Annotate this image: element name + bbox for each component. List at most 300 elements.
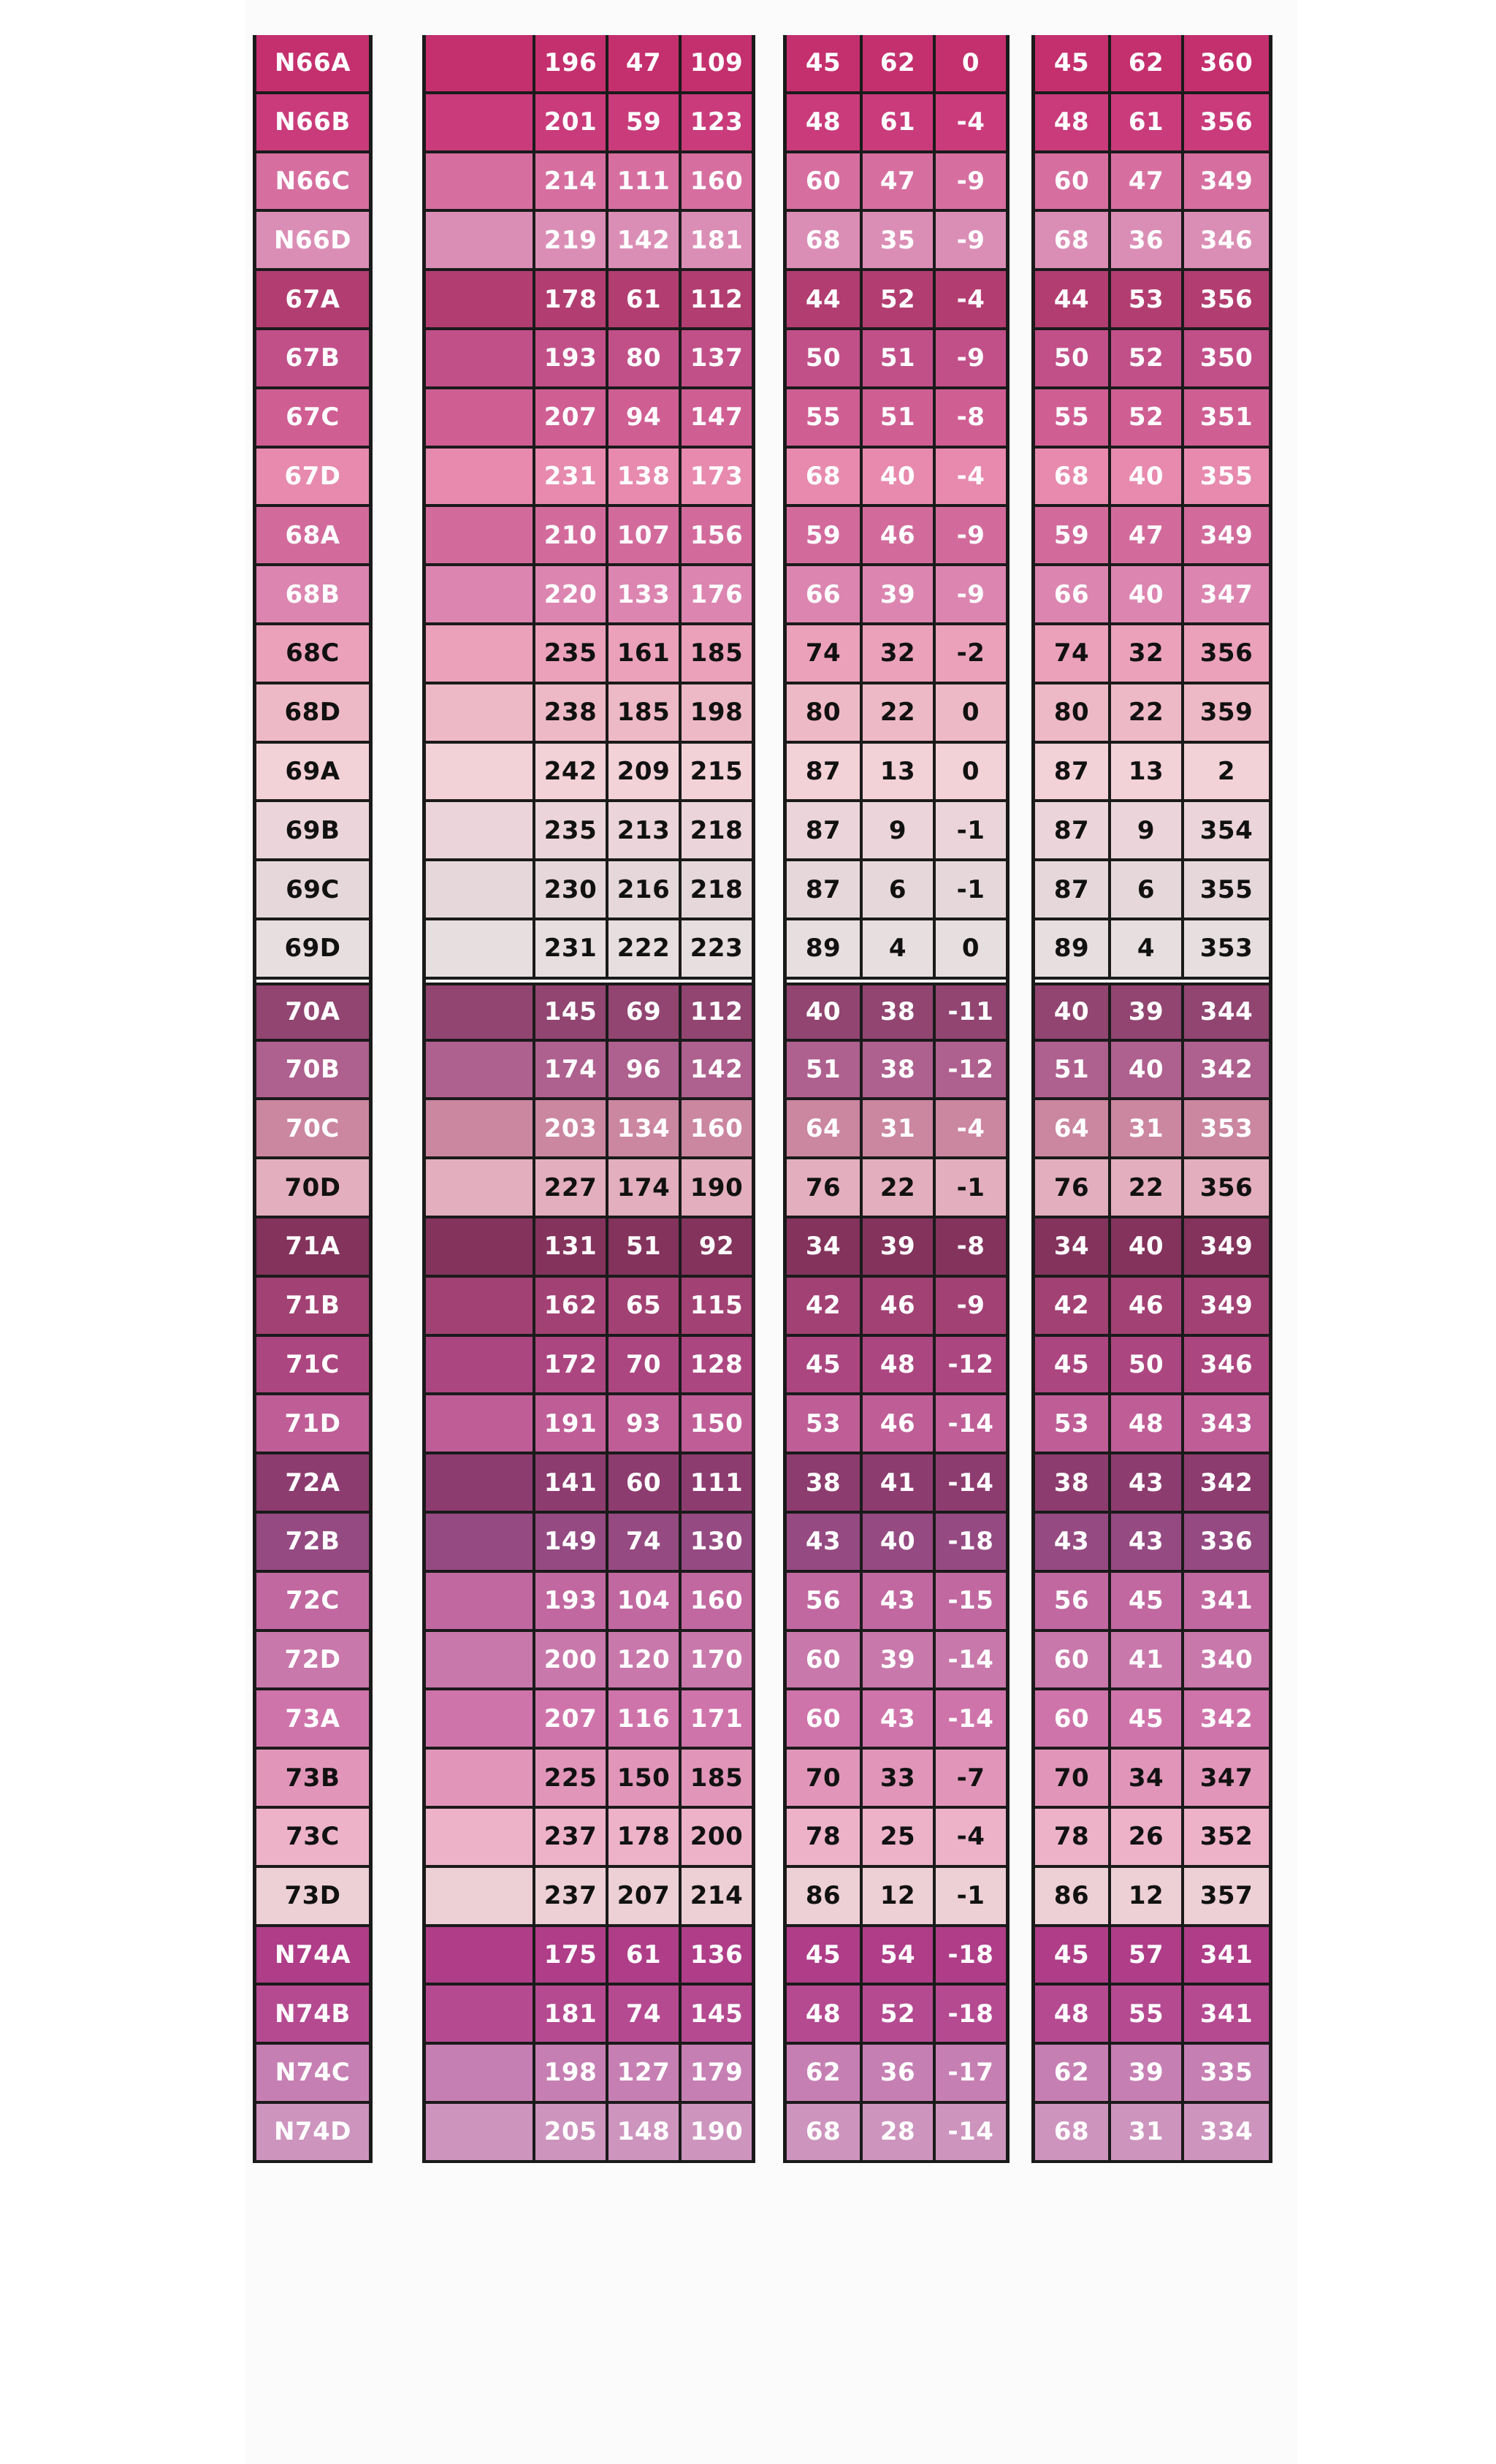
lch-l-value: 56	[1053, 1586, 1090, 1616]
rgb-blue-value: 112	[679, 985, 752, 1039]
lch-c-value: 41	[1108, 1632, 1181, 1688]
table-row	[787, 1454, 1006, 1514]
table-row	[256, 35, 369, 94]
table-row	[1035, 1809, 1269, 1868]
rgb-red-value: 141	[533, 1454, 606, 1511]
rgb-blue-value: 160	[679, 1573, 752, 1629]
color-code: 67D	[284, 461, 341, 491]
rgb-green-value: 107	[606, 507, 679, 563]
lab-a-value: 46	[860, 1395, 933, 1452]
lab-b-value: -14	[933, 1395, 1006, 1452]
lab-a-value: 39	[860, 1632, 933, 1688]
lab-a-value: 54	[860, 1927, 933, 1983]
table-row	[1035, 507, 1269, 566]
lab-b-value: -9	[933, 566, 1006, 622]
rgb-red-value: 205	[533, 2104, 606, 2160]
lch-l-value: 44	[1053, 284, 1090, 314]
lab-b-value: -4	[933, 449, 1006, 505]
rgb-red-value: 162	[533, 1278, 606, 1334]
lch-h-value: 346	[1181, 212, 1269, 268]
color-swatch	[426, 35, 533, 91]
lab-a-value: 43	[860, 1573, 933, 1629]
table-row	[787, 1514, 1006, 1573]
lch-h-value: 341	[1181, 1573, 1269, 1629]
table-row	[1035, 1986, 1269, 2045]
lch-l-value: 62	[1053, 2058, 1090, 2088]
color-code: N74A	[274, 1939, 351, 1969]
table-row	[1035, 1690, 1269, 1750]
rgb-red-value: 201	[533, 94, 606, 150]
lch-l-value: 34	[1053, 1232, 1090, 1262]
lch-h-value: 346	[1181, 1337, 1269, 1393]
color-swatch	[426, 1159, 533, 1216]
table-row	[426, 330, 752, 389]
lch-l-value: 45	[1053, 1349, 1090, 1379]
table-row	[1035, 625, 1269, 684]
rgb-red-value: 220	[533, 566, 606, 622]
table-row	[256, 920, 369, 980]
table-row	[426, 920, 752, 980]
lch-l-value: 68	[1053, 225, 1090, 255]
rgb-blue-value: 215	[679, 744, 752, 800]
table-row	[1035, 1337, 1269, 1396]
color-code: 71A	[285, 1232, 340, 1262]
lch-h-value: 355	[1181, 449, 1269, 505]
lch-c-value: 31	[1108, 1100, 1181, 1156]
lch-l-value: 86	[1053, 1881, 1090, 1911]
lch-h-value: 349	[1181, 153, 1269, 210]
table-row	[426, 983, 752, 1042]
lch-l-value: 50	[1053, 343, 1090, 373]
lab-a-value: 6	[860, 861, 933, 918]
lch-l-value: 53	[1053, 1408, 1090, 1438]
table-row	[426, 1986, 752, 2045]
lab-b-value: -2	[933, 625, 1006, 682]
color-code: 71C	[286, 1349, 340, 1379]
rgb-green-value: 59	[606, 94, 679, 150]
lab-b-value: -9	[933, 1278, 1006, 1334]
lab-b-value: -1	[933, 1159, 1006, 1216]
rgb-green-value: 222	[606, 920, 679, 977]
rgb-blue-value: 109	[679, 35, 752, 91]
lch-c-value: 45	[1108, 1690, 1181, 1747]
table-row	[1035, 1159, 1269, 1218]
color-swatch	[426, 1395, 533, 1452]
table-row	[1035, 684, 1269, 744]
rgb-green-value: 185	[606, 684, 679, 741]
rgb-red-value: 237	[533, 1868, 606, 1924]
rgb-blue-value: 156	[679, 507, 752, 563]
color-code: 72B	[285, 1527, 340, 1557]
color-code: N66D	[274, 225, 351, 255]
rgb-green-value: 213	[606, 802, 679, 858]
lab-l-value: 45	[805, 1939, 842, 1969]
rgb-red-value: 231	[533, 449, 606, 505]
color-swatch	[426, 1514, 533, 1570]
rgb-blue-value: 185	[679, 1750, 752, 1806]
lch-h-value: 356	[1181, 625, 1269, 682]
lch-h-value: 350	[1181, 330, 1269, 386]
rgb-green-value: 142	[606, 212, 679, 268]
lab-a-value: 52	[860, 1986, 933, 2042]
rgb-blue-value: 145	[679, 1986, 752, 2042]
color-swatch	[426, 1454, 533, 1511]
lch-l-value: 48	[1053, 107, 1090, 137]
rgb-red-value: 237	[533, 1809, 606, 1865]
lch-h-value: 349	[1181, 1278, 1269, 1334]
lch-column-group	[1031, 35, 1272, 2163]
table-row	[1035, 1218, 1269, 1278]
rgb-green-value: 74	[606, 1986, 679, 2042]
lch-c-value: 50	[1108, 1337, 1181, 1393]
color-code: N74D	[274, 2117, 351, 2147]
lab-l-value: 55	[805, 403, 842, 432]
table-row	[256, 212, 369, 271]
table-row	[426, 94, 752, 153]
lab-a-value: 47	[860, 153, 933, 210]
lab-l-value: 44	[805, 284, 842, 314]
lch-h-value: 336	[1181, 1514, 1269, 1570]
rgb-red-value: 235	[533, 625, 606, 682]
rgb-red-value: 196	[533, 35, 606, 91]
table-row	[256, 1100, 369, 1159]
lab-a-value: 62	[860, 35, 933, 91]
lab-b-value: -4	[933, 271, 1006, 327]
color-swatch	[426, 744, 533, 800]
lch-c-value: 40	[1108, 1042, 1181, 1098]
lab-b-value: -17	[933, 2045, 1006, 2101]
table-row	[256, 1573, 369, 1632]
table-row	[256, 330, 369, 389]
table-row	[256, 1809, 369, 1868]
lab-l-value: 62	[805, 2058, 842, 2088]
lch-h-value: 335	[1181, 2045, 1269, 2101]
rgb-green-value: 93	[606, 1395, 679, 1452]
code-column	[253, 35, 373, 2163]
rgb-green-value: 161	[606, 625, 679, 682]
table-row	[256, 802, 369, 861]
table-row	[787, 2045, 1006, 2104]
lab-a-value: 40	[860, 1514, 933, 1570]
lch-c-value: 55	[1108, 1986, 1181, 2042]
lab-b-value: -12	[933, 1337, 1006, 1393]
lch-c-value: 12	[1108, 1868, 1181, 1924]
lch-c-value: 61	[1108, 94, 1181, 150]
rgb-red-value: 242	[533, 744, 606, 800]
rgb-blue-value: 160	[679, 153, 752, 210]
lab-a-value: 25	[860, 1809, 933, 1865]
color-code: 70D	[284, 1172, 341, 1202]
lch-h-value: 2	[1181, 744, 1269, 800]
lab-b-value: -9	[933, 153, 1006, 210]
lab-b-value: -18	[933, 1927, 1006, 1983]
color-swatch	[426, 625, 533, 682]
rgb-red-value: 193	[533, 1573, 606, 1629]
lab-l-value: 53	[805, 1408, 842, 1438]
rgb-green-value: 65	[606, 1278, 679, 1334]
table-row	[1035, 1454, 1269, 1514]
rgb-green-value: 134	[606, 1100, 679, 1156]
table-row	[787, 153, 1006, 213]
table-row	[1035, 1042, 1269, 1101]
table-row	[1035, 920, 1269, 980]
lab-l-value: 60	[805, 1644, 842, 1674]
lch-l-value: 55	[1053, 403, 1090, 432]
lch-c-value: 43	[1108, 1514, 1181, 1570]
lab-a-value: 35	[860, 212, 933, 268]
table-row	[787, 1042, 1006, 1101]
lab-b-value: -4	[933, 1809, 1006, 1865]
lab-a-value: 48	[860, 1337, 933, 1393]
table-row	[787, 1690, 1006, 1750]
table-row	[426, 861, 752, 920]
lab-a-value: 36	[860, 2045, 933, 2101]
lab-l-value: 64	[805, 1113, 842, 1143]
lch-l-value: 87	[1053, 815, 1090, 845]
lch-h-value: 359	[1181, 684, 1269, 741]
lch-c-value: 36	[1108, 212, 1181, 268]
color-swatch	[426, 861, 533, 918]
color-code: 67B	[285, 343, 340, 373]
rgb-red-value: 149	[533, 1514, 606, 1570]
lab-b-value: -11	[933, 985, 1006, 1039]
table-row	[426, 389, 752, 449]
lch-c-value: 13	[1108, 744, 1181, 800]
lch-h-value: 351	[1181, 389, 1269, 446]
lab-b-value: -7	[933, 1750, 1006, 1806]
lab-l-value: 45	[805, 48, 842, 78]
lab-l-value: 59	[805, 520, 842, 550]
table-row	[426, 1042, 752, 1101]
rgb-red-value: 181	[533, 1986, 606, 2042]
rgb-red-value: 174	[533, 1042, 606, 1098]
rgb-blue-value: 176	[679, 566, 752, 622]
rgb-blue-value: 170	[679, 1632, 752, 1688]
lab-l-value: 68	[805, 225, 842, 255]
lab-b-value: -8	[933, 389, 1006, 446]
rgb-green-value: 94	[606, 389, 679, 446]
table-row	[256, 2104, 369, 2163]
table-row	[426, 1809, 752, 1868]
rgb-green-value: 70	[606, 1337, 679, 1393]
rgb-green-value: 150	[606, 1750, 679, 1806]
table-row	[426, 684, 752, 744]
lch-h-value: 353	[1181, 920, 1269, 977]
rgb-red-value: 198	[533, 2045, 606, 2101]
table-row	[256, 1042, 369, 1101]
rgb-blue-value: 181	[679, 212, 752, 268]
rgb-blue-value: 137	[679, 330, 752, 386]
lch-c-value: 39	[1108, 985, 1181, 1039]
rgb-blue-value: 200	[679, 1809, 752, 1865]
table-row	[1035, 271, 1269, 330]
color-swatch	[426, 1750, 533, 1806]
color-code: N66B	[275, 107, 351, 137]
table-row	[426, 2045, 752, 2104]
lch-h-value: 341	[1181, 1986, 1269, 2042]
lch-c-value: 22	[1108, 1159, 1181, 1216]
rgb-red-value: 207	[533, 389, 606, 446]
lab-l-value: 87	[805, 756, 842, 786]
table-row	[426, 1927, 752, 1986]
lch-l-value: 89	[1053, 934, 1090, 964]
table-row	[426, 1337, 752, 1396]
rgb-red-value: 210	[533, 507, 606, 563]
table-row	[787, 449, 1006, 508]
table-row	[787, 625, 1006, 684]
color-code: N66C	[275, 166, 351, 196]
lab-b-value: -14	[933, 1454, 1006, 1511]
lab-a-value: 51	[860, 389, 933, 446]
table-row	[426, 35, 752, 94]
lch-c-value: 26	[1108, 1809, 1181, 1865]
lch-h-value: 355	[1181, 861, 1269, 918]
rgb-green-value: 60	[606, 1454, 679, 1511]
rgb-blue-value: 190	[679, 1159, 752, 1216]
lab-b-value: -14	[933, 1632, 1006, 1688]
lab-l-value: 56	[805, 1586, 842, 1616]
lch-c-value: 62	[1108, 35, 1181, 91]
color-code: 72A	[285, 1468, 340, 1498]
table-row	[787, 684, 1006, 744]
lab-b-value: -18	[933, 1514, 1006, 1570]
table-row	[426, 1632, 752, 1691]
color-code: 70C	[286, 1113, 340, 1143]
rgb-blue-value: 136	[679, 1927, 752, 1983]
lab-l-value: 40	[805, 997, 842, 1027]
rgb-green-value: 138	[606, 449, 679, 505]
rgb-green-value: 174	[606, 1159, 679, 1216]
lab-l-value: 45	[805, 1349, 842, 1379]
lch-l-value: 74	[1053, 638, 1090, 668]
color-swatch	[426, 507, 533, 563]
table-row	[787, 507, 1006, 566]
table-row	[426, 744, 752, 803]
color-code: 71B	[285, 1291, 340, 1321]
color-swatch	[426, 449, 533, 505]
lab-b-value: -9	[933, 507, 1006, 563]
table-row	[426, 1278, 752, 1337]
table-row	[256, 1454, 369, 1514]
color-swatch	[426, 985, 533, 1039]
rgb-red-value: 178	[533, 271, 606, 327]
table-row	[256, 1632, 369, 1691]
table-row	[1035, 330, 1269, 389]
lch-h-value: 349	[1181, 1218, 1269, 1275]
lab-b-value: -12	[933, 1042, 1006, 1098]
color-swatch	[426, 1573, 533, 1629]
table-row	[787, 1986, 1006, 2045]
rgb-red-value: 214	[533, 153, 606, 210]
table-row	[787, 920, 1006, 980]
color-swatch	[426, 1809, 533, 1865]
color-swatch	[426, 212, 533, 268]
table-row	[787, 1750, 1006, 1809]
rgb-red-value: 131	[533, 1218, 606, 1275]
color-swatch	[426, 271, 533, 327]
table-row	[1035, 1514, 1269, 1573]
table-row	[256, 566, 369, 625]
lab-l-value: 34	[805, 1232, 842, 1262]
rgb-blue-value: 130	[679, 1514, 752, 1570]
lab-l-value: 68	[805, 2117, 842, 2147]
color-code: 69A	[285, 756, 340, 786]
color-code: N66A	[274, 48, 351, 78]
table-row	[256, 625, 369, 684]
table-row	[1035, 153, 1269, 213]
table-row	[1035, 389, 1269, 449]
rgb-green-value: 51	[606, 1218, 679, 1275]
color-swatch	[426, 1986, 533, 2042]
lch-l-value: 64	[1053, 1113, 1090, 1143]
lab-l-value: 74	[805, 638, 842, 668]
color-code: 71D	[284, 1408, 341, 1438]
color-code: 68D	[284, 698, 341, 728]
rgb-blue-value: 190	[679, 2104, 752, 2160]
table-row	[256, 271, 369, 330]
lch-h-value: 340	[1181, 1632, 1269, 1688]
lch-l-value: 80	[1053, 698, 1090, 728]
lch-h-value: 356	[1181, 271, 1269, 327]
table-row	[426, 271, 752, 330]
lab-l-value: 78	[805, 1822, 842, 1852]
table-row	[256, 1750, 369, 1809]
color-code: 73A	[285, 1704, 340, 1733]
rgb-red-value: 227	[533, 1159, 606, 1216]
table-row	[787, 1278, 1006, 1337]
color-swatch	[426, 1868, 533, 1924]
lch-l-value: 59	[1053, 520, 1090, 550]
table-row	[1035, 1868, 1269, 1927]
lch-h-value: 342	[1181, 1042, 1269, 1098]
rgb-red-value: 235	[533, 802, 606, 858]
table-row	[256, 861, 369, 920]
table-row	[787, 271, 1006, 330]
rgb-blue-value: 147	[679, 389, 752, 446]
lch-l-value: 60	[1053, 166, 1090, 196]
lch-l-value: 68	[1053, 461, 1090, 491]
color-code: 73C	[286, 1822, 340, 1852]
table-row	[787, 1159, 1006, 1218]
lab-b-value: 0	[933, 744, 1006, 800]
color-code: 67A	[285, 284, 340, 314]
lch-c-value: 46	[1108, 1278, 1181, 1334]
table-row	[256, 1986, 369, 2045]
lch-c-value: 39	[1108, 2045, 1181, 2101]
color-code: 68A	[285, 520, 340, 550]
rgb-green-value: 120	[606, 1632, 679, 1688]
table-row	[256, 1395, 369, 1454]
lch-h-value: 334	[1181, 2104, 1269, 2160]
rgb-green-value: 96	[606, 1042, 679, 1098]
table-row	[1035, 861, 1269, 920]
lch-l-value: 42	[1053, 1291, 1090, 1321]
rgb-green-value: 178	[606, 1809, 679, 1865]
lch-h-value: 354	[1181, 802, 1269, 858]
lab-a-value: 32	[860, 625, 933, 682]
lch-h-value: 342	[1181, 1690, 1269, 1747]
lab-l-value: 89	[805, 934, 842, 964]
lab-b-value: -14	[933, 1690, 1006, 1747]
lab-b-value: 0	[933, 920, 1006, 977]
table-row	[1035, 35, 1269, 94]
table-row	[426, 1573, 752, 1632]
lab-b-value: -9	[933, 330, 1006, 386]
color-swatch	[426, 1927, 533, 1983]
lch-l-value: 43	[1053, 1527, 1090, 1557]
table-row	[1035, 1927, 1269, 1986]
table-row	[256, 1927, 369, 1986]
